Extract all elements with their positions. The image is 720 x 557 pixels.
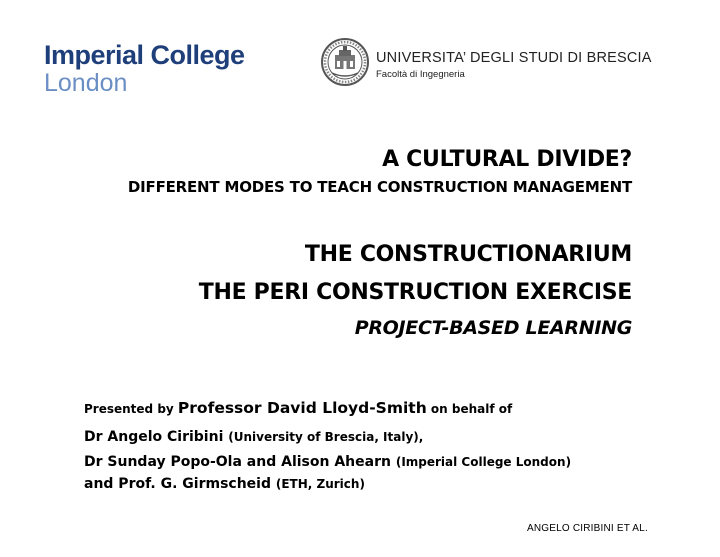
imperial-college-logo bbox=[44, 42, 245, 96]
brescia-university-name: UNIVERSITA’ DEGLI STUDI DI BRESCIA bbox=[376, 50, 652, 66]
brescia-faculty-name: Facoltà di Ingegneria bbox=[376, 69, 465, 80]
presenters-block bbox=[84, 394, 571, 494]
imperial-logo-line2: London bbox=[44, 69, 128, 97]
coauthor-name: and Prof. G. Girmscheid bbox=[84, 476, 276, 492]
main-title: A CULTURAL DIVIDE? bbox=[382, 147, 632, 172]
coauthor-name: Dr Angelo Ciribini bbox=[84, 429, 229, 445]
brescia-university-logo bbox=[320, 37, 680, 87]
university-seal-icon bbox=[320, 37, 370, 87]
footer-author: ANGELO CIRIBINI ET AL. bbox=[527, 523, 648, 534]
coauthor-name: Dr Sunday Popo-Ola and Alison Ahearn bbox=[84, 454, 396, 470]
secondary-title-block bbox=[199, 236, 632, 344]
coauthor-line bbox=[84, 450, 571, 472]
coauthor-line bbox=[84, 472, 571, 494]
title-peri-exercise: THE PERI CONSTRUCTION EXERCISE bbox=[198, 280, 632, 305]
coauthor-affiliation: (ETH, Zurich) bbox=[275, 477, 365, 491]
subtitle: DIFFERENT MODES TO TEACH CONSTRUCTION MANAGEMENT bbox=[127, 178, 632, 196]
presenter-line bbox=[84, 394, 571, 422]
presenter-name: Professor David Lloyd-Smith bbox=[177, 399, 427, 417]
title-block bbox=[128, 146, 632, 200]
imperial-logo-line1: Imperial College bbox=[44, 40, 245, 70]
coauthor-affiliation: (Imperial College London) bbox=[395, 455, 572, 469]
coauthor-line bbox=[84, 422, 571, 450]
presented-by-label: Presented by bbox=[84, 402, 178, 416]
on-behalf-of-label: on behalf of bbox=[426, 402, 513, 416]
coauthor-affiliation: (University of Brescia, Italy), bbox=[228, 430, 424, 444]
title-project-based-learning: PROJECT-BASED LEARNING bbox=[354, 317, 632, 339]
title-constructionarium: THE CONSTRUCTIONARIUM bbox=[304, 242, 632, 267]
